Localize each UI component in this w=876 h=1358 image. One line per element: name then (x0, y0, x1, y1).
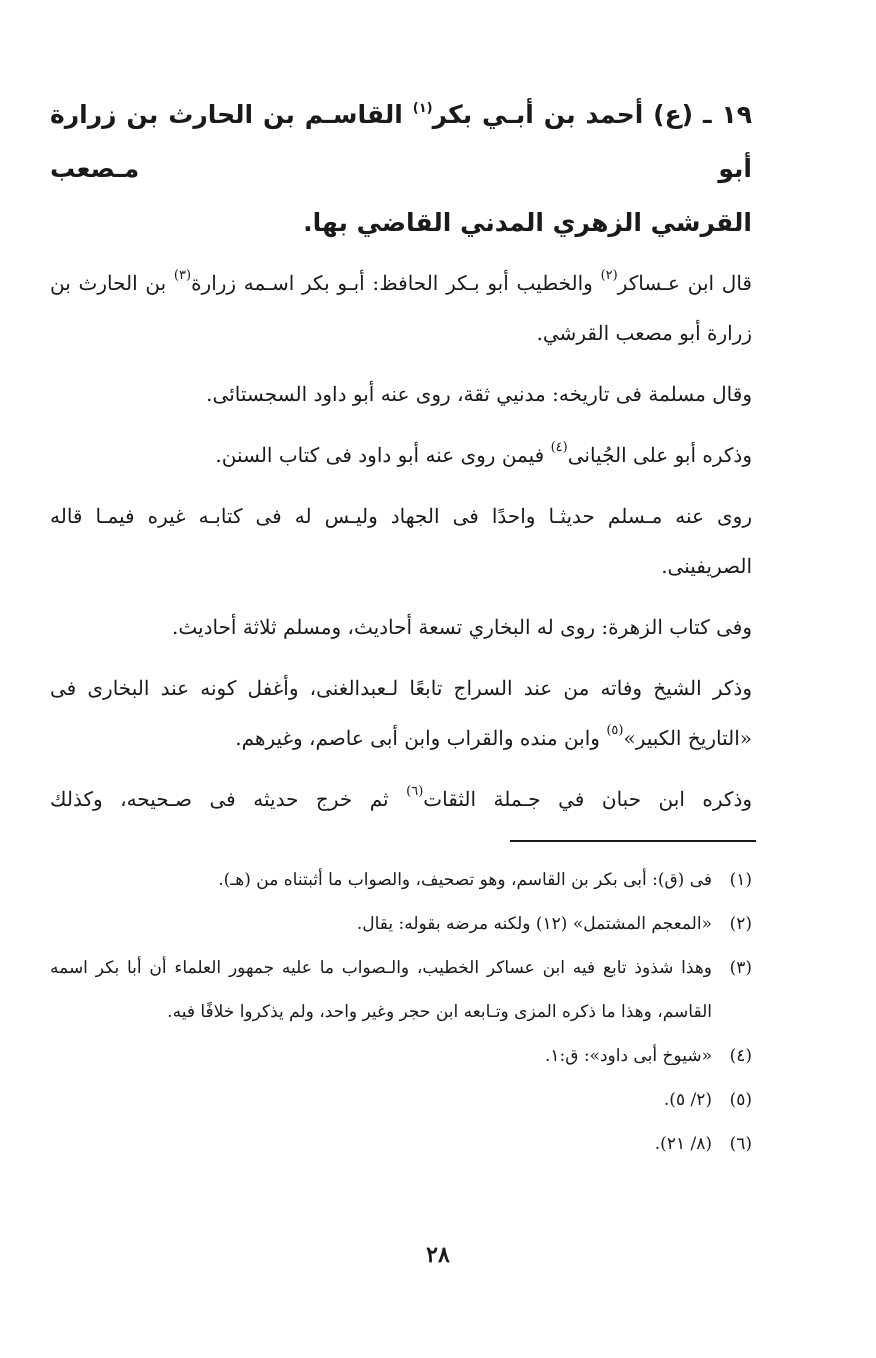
paragraph-text: وذكر الشيخ وفاته من عند السراج تابعًا لـعبدالغنى، وأغفل كونه عند البخارى فى «التاريخ الكبير» (50, 676, 752, 750)
paragraph-ibn-asakir (50, 258, 752, 358)
paragraph-ibn-hibban (50, 774, 752, 824)
paragraph-text: وذكره ابن حبان في جـملة الثقات (423, 787, 753, 811)
paragraph-text: فيمن روى عنه أبو داود فى كتاب السنن. (215, 443, 551, 467)
footnote-ref-1[interactable]: (١) (412, 100, 433, 116)
footnote-ref-5[interactable]: (٥) (606, 722, 624, 738)
footnote-number: (٦) (729, 1134, 752, 1154)
paragraph-text: وذكره أبو على الجُيانى (567, 443, 752, 467)
footnote-separator (510, 840, 756, 842)
footnote-4 (50, 1034, 752, 1078)
footnote-ref-6[interactable]: (٦) (406, 783, 424, 799)
footnote-1 (50, 858, 752, 902)
footnote-text: «شيوخ أبى داود»: ق:١. (544, 1046, 712, 1066)
paragraph-text: ثم خرج حديثه فى صـحيحه، وكذلك (50, 787, 407, 811)
heading-text: ١٩ ـ (ع) أحمد بن أبـي بكر (432, 100, 752, 129)
footnotes (50, 858, 752, 1166)
footnote-ref-3[interactable]: (٣) (173, 267, 192, 283)
footnote-number: (١) (729, 870, 752, 890)
paragraph-zahra: وفى كتاب الزهرة: روى له البخاري تسعة أحاديث، ومسلم ثلاثة أحاديث. (172, 615, 752, 639)
footnote-text: (٢/ ٥). (663, 1090, 712, 1110)
paragraph-text: والخطيب أبو بـكر الحافظ: أبـو بكر اسـمه زرارة (191, 271, 601, 295)
footnote-number: (٤) (729, 1046, 752, 1066)
entry-heading-line-2: القرشي الزهري المدني القاضي بها. (303, 208, 752, 237)
footnote-3 (50, 946, 752, 1034)
paragraph-text: قال ابن عـساكر (617, 271, 752, 295)
paragraph-shaykh (50, 663, 752, 763)
footnote-text: «المعجم المشتمل» (١٢) ولكنه مرضه بقوله: يقال. (356, 914, 712, 934)
entry-heading-line-1 (50, 88, 752, 196)
paragraph-muslim: روى عنه مـسلم حديثـا واحدًا فى الجهاد وليـس له فى كتابـه غيره فيمـا قاله الصريفينى. (50, 504, 752, 578)
paragraph-text: وابن منده والقراب وابن أبى عاصم، وغيرهم. (235, 726, 607, 750)
footnote-5 (50, 1078, 752, 1122)
paragraph-maslama: وقال مسلمة فى تاريخه: مدنيي ثقة، روى عنه أبو داود السجستائى. (206, 382, 752, 406)
footnote-ref-4[interactable]: (٤) (550, 439, 568, 455)
paragraph-jiyani (50, 430, 752, 480)
footnote-ref-2[interactable]: (٢) (600, 267, 618, 283)
heading-text: القاسـم بن الحارث بن زرارة أبو مـصعب (50, 100, 752, 183)
footnote-text: فى (ق): أبى بكر بن القاسم، وهو تصحيف، والصواب ما أثبتناه من (هـ). (218, 870, 712, 890)
entry-heading (50, 88, 752, 250)
footnote-number: (٢) (729, 914, 752, 934)
page-number: ٢٨ (426, 1242, 450, 1268)
footnote-number: (٣) (729, 958, 752, 978)
footnote-text: وهذا شذوذ تابع فيه ابن عساكر الخطيب، والـصواب ما عليه جمهور العلماء أن أبا بكر اسمه القاسم، وهذا ما ذكره المزى وتـابعه ابن حجر وغير واحد، ولم يذكروا خلافًا فيه. (50, 958, 712, 1022)
footnote-text: (٨/ ٢١). (654, 1134, 712, 1154)
paragraph-text: بن الحارث بن زرارة أبو مصعب القرشي. (50, 271, 752, 345)
footnote-2 (50, 902, 752, 946)
footnote-6 (50, 1122, 752, 1166)
footnote-number: (٥) (729, 1090, 752, 1110)
